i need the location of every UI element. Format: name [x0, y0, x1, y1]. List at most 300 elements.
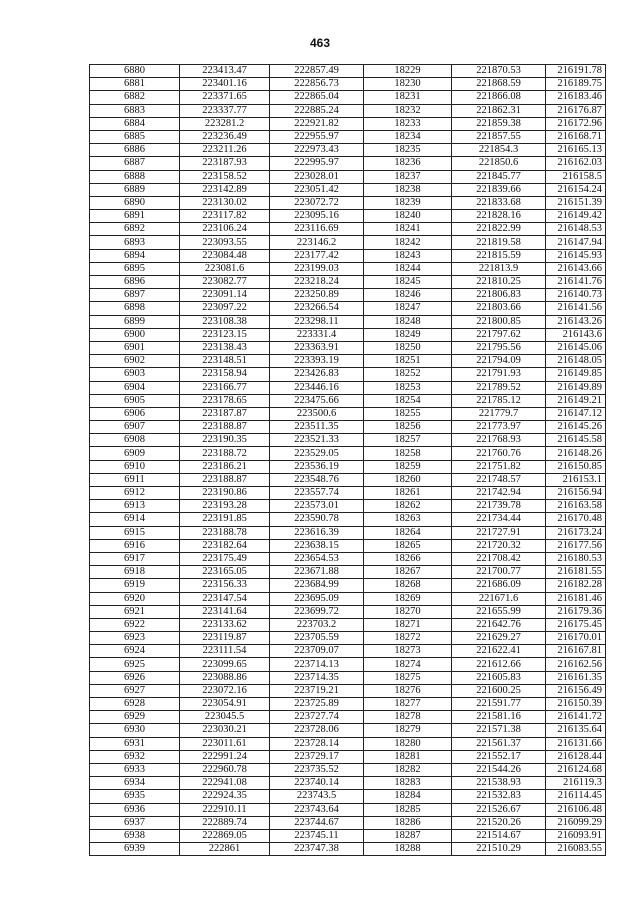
table-cell: 223199.03 — [270, 262, 364, 275]
table-cell: 6880 — [90, 65, 180, 78]
table-row — [90, 645, 606, 658]
table-cell: 18258 — [364, 447, 452, 460]
table-row — [90, 65, 606, 78]
table-cell: 223371.65 — [180, 91, 270, 104]
table-cell: 18274 — [364, 658, 452, 671]
table-cell: 216170.01 — [546, 632, 606, 645]
table-cell: 221612.66 — [452, 658, 546, 671]
table-cell: 216141.76 — [546, 276, 606, 289]
table-cell: 18275 — [364, 671, 452, 684]
table-cell: 6886 — [90, 144, 180, 157]
table-cell: 221760.76 — [452, 447, 546, 460]
table-row — [90, 434, 606, 447]
table-cell: 221785.12 — [452, 394, 546, 407]
table-cell: 223727.74 — [270, 711, 364, 724]
table-cell: 223108.38 — [180, 315, 270, 328]
table-row — [90, 447, 606, 460]
table-cell: 222889.74 — [180, 816, 270, 829]
table-row — [90, 605, 606, 618]
table-cell: 18244 — [364, 262, 452, 275]
table-cell: 222865.04 — [270, 91, 364, 104]
table-cell: 6904 — [90, 381, 180, 394]
table-cell: 18286 — [364, 816, 452, 829]
table-cell: 223695.09 — [270, 592, 364, 605]
table-cell: 223557.74 — [270, 487, 364, 500]
table-cell: 6905 — [90, 394, 180, 407]
table-row — [90, 328, 606, 341]
table-row — [90, 473, 606, 486]
table-cell: 6881 — [90, 78, 180, 91]
table-cell: 6938 — [90, 829, 180, 842]
table-cell: 223536.19 — [270, 460, 364, 473]
table-cell: 223236.49 — [180, 130, 270, 143]
table-cell: 222924.35 — [180, 790, 270, 803]
table-cell: 6915 — [90, 526, 180, 539]
table-cell: 223095.16 — [270, 210, 364, 223]
table-cell: 221591.77 — [452, 698, 546, 711]
table-row — [90, 803, 606, 816]
table-cell: 18248 — [364, 315, 452, 328]
table-cell: 216147.94 — [546, 236, 606, 249]
table-cell: 223521.33 — [270, 434, 364, 447]
table-cell: 223699.72 — [270, 605, 364, 618]
table-cell: 18263 — [364, 513, 452, 526]
table-cell: 216168.71 — [546, 130, 606, 143]
table-cell: 18239 — [364, 196, 452, 209]
table-cell: 223654.53 — [270, 552, 364, 565]
table-cell: 18273 — [364, 645, 452, 658]
table-cell: 221708.42 — [452, 552, 546, 565]
table-cell: 223728.06 — [270, 724, 364, 737]
table-cell: 6900 — [90, 328, 180, 341]
table-cell: 6931 — [90, 737, 180, 750]
table-cell: 221600.25 — [452, 684, 546, 697]
table-cell: 221828.16 — [452, 210, 546, 223]
table-cell: 223158.94 — [180, 368, 270, 381]
table-cell: 6896 — [90, 276, 180, 289]
table-row — [90, 289, 606, 302]
table-row — [90, 579, 606, 592]
table-cell: 18277 — [364, 698, 452, 711]
table-cell: 223045.5 — [180, 711, 270, 724]
table-cell: 216147.12 — [546, 407, 606, 420]
table-cell: 221514.67 — [452, 829, 546, 842]
table-cell: 223735.52 — [270, 763, 364, 776]
table-cell: 216183.46 — [546, 91, 606, 104]
table-cell: 216106.48 — [546, 803, 606, 816]
table-cell: 18271 — [364, 618, 452, 631]
table-cell: 18269 — [364, 592, 452, 605]
table-cell: 18259 — [364, 460, 452, 473]
table-cell: 216149.85 — [546, 368, 606, 381]
table-cell: 18266 — [364, 552, 452, 565]
table-cell: 221797.62 — [452, 328, 546, 341]
table-cell: 216114.45 — [546, 790, 606, 803]
table-row — [90, 684, 606, 697]
table-cell: 6890 — [90, 196, 180, 209]
table-cell: 222885.24 — [270, 104, 364, 117]
table-cell: 223166.77 — [180, 381, 270, 394]
table-cell: 223266.54 — [270, 302, 364, 315]
table-cell: 223117.82 — [180, 210, 270, 223]
table-cell: 18280 — [364, 737, 452, 750]
table-row — [90, 170, 606, 183]
table-cell: 216140.73 — [546, 289, 606, 302]
table-cell: 221748.57 — [452, 473, 546, 486]
table-cell: 221862.31 — [452, 104, 546, 117]
table-cell: 216150.39 — [546, 698, 606, 711]
table-cell: 6913 — [90, 500, 180, 513]
table-cell: 223146.2 — [270, 236, 364, 249]
table-cell: 221605.83 — [452, 671, 546, 684]
table-cell: 18254 — [364, 394, 452, 407]
table-cell: 216145.93 — [546, 249, 606, 262]
table-row — [90, 223, 606, 236]
table-cell: 221819.58 — [452, 236, 546, 249]
table-cell: 221727.91 — [452, 526, 546, 539]
table-cell: 222857.49 — [270, 65, 364, 78]
table-cell: 223099.65 — [180, 658, 270, 671]
table-cell: 223142.89 — [180, 183, 270, 196]
table-cell: 18255 — [364, 407, 452, 420]
table-cell: 222861 — [180, 843, 270, 856]
table-cell: 221532.83 — [452, 790, 546, 803]
table-cell: 221622.41 — [452, 645, 546, 658]
table-cell: 223744.67 — [270, 816, 364, 829]
table-cell: 6917 — [90, 552, 180, 565]
table-cell: 216182.28 — [546, 579, 606, 592]
table-cell: 221655.99 — [452, 605, 546, 618]
table-cell: 223158.52 — [180, 170, 270, 183]
table-cell: 223190.86 — [180, 487, 270, 500]
table-cell: 18262 — [364, 500, 452, 513]
table-cell: 18256 — [364, 421, 452, 434]
table-cell: 216156.49 — [546, 684, 606, 697]
table-cell: 216131.66 — [546, 737, 606, 750]
table-cell: 221813.9 — [452, 262, 546, 275]
table-cell: 223743.5 — [270, 790, 364, 803]
table-cell: 222921.82 — [270, 117, 364, 130]
table-cell: 223703.2 — [270, 618, 364, 631]
table-cell: 223141.64 — [180, 605, 270, 618]
table-cell: 223072.72 — [270, 196, 364, 209]
table-cell: 223298.11 — [270, 315, 364, 328]
table-cell: 223331.4 — [270, 328, 364, 341]
table-row — [90, 381, 606, 394]
table-row — [90, 632, 606, 645]
table-row — [90, 737, 606, 750]
table-row — [90, 513, 606, 526]
table-cell: 223281.2 — [180, 117, 270, 130]
table-cell: 222995.97 — [270, 157, 364, 170]
table-cell: 6892 — [90, 223, 180, 236]
table-cell: 223165.05 — [180, 566, 270, 579]
table-cell: 223138.43 — [180, 341, 270, 354]
table-cell: 223187.93 — [180, 157, 270, 170]
table-cell: 18236 — [364, 157, 452, 170]
table-cell: 216162.03 — [546, 157, 606, 170]
table-cell: 223638.15 — [270, 539, 364, 552]
table-cell: 216143.6 — [546, 328, 606, 341]
table-cell: 223363.91 — [270, 341, 364, 354]
table-row — [90, 790, 606, 803]
table-cell: 221552.17 — [452, 750, 546, 763]
table-row — [90, 144, 606, 157]
table-row — [90, 91, 606, 104]
table-cell: 216154.24 — [546, 183, 606, 196]
table-cell: 222955.97 — [270, 130, 364, 143]
table-cell: 216162.56 — [546, 658, 606, 671]
table-cell: 221866.08 — [452, 91, 546, 104]
table-cell: 216161.35 — [546, 671, 606, 684]
table-cell: 6927 — [90, 684, 180, 697]
table-cell: 222973.43 — [270, 144, 364, 157]
table-cell: 223719.21 — [270, 684, 364, 697]
table-row — [90, 315, 606, 328]
table-cell: 221526.67 — [452, 803, 546, 816]
table-cell: 221629.27 — [452, 632, 546, 645]
table-cell: 223088.86 — [180, 671, 270, 684]
table-cell: 6911 — [90, 473, 180, 486]
table-cell: 223030.21 — [180, 724, 270, 737]
table-cell: 216148.05 — [546, 355, 606, 368]
table-cell: 216191.78 — [546, 65, 606, 78]
table-cell: 6924 — [90, 645, 180, 658]
table-cell: 6939 — [90, 843, 180, 856]
coordinates-table — [89, 64, 606, 856]
table-cell: 6928 — [90, 698, 180, 711]
table-cell: 6920 — [90, 592, 180, 605]
table-cell: 221795.56 — [452, 341, 546, 354]
table-row — [90, 421, 606, 434]
table-cell: 6899 — [90, 315, 180, 328]
table-cell: 223747.38 — [270, 843, 364, 856]
table-cell: 216119.3 — [546, 777, 606, 790]
table-row — [90, 698, 606, 711]
table-cell: 223743.64 — [270, 803, 364, 816]
table-row — [90, 210, 606, 223]
table-cell: 216165.13 — [546, 144, 606, 157]
table-cell: 223446.16 — [270, 381, 364, 394]
table-cell: 18270 — [364, 605, 452, 618]
table-cell: 223051.42 — [270, 183, 364, 196]
table-cell: 223705.59 — [270, 632, 364, 645]
table-cell: 223097.22 — [180, 302, 270, 315]
table-cell: 216170.48 — [546, 513, 606, 526]
table-row — [90, 394, 606, 407]
table-cell: 6909 — [90, 447, 180, 460]
table-cell: 222991.24 — [180, 750, 270, 763]
table-cell: 18249 — [364, 328, 452, 341]
table-cell: 223177.42 — [270, 249, 364, 262]
table-cell: 6932 — [90, 750, 180, 763]
table-cell: 18257 — [364, 434, 452, 447]
table-cell: 223130.02 — [180, 196, 270, 209]
table-cell: 221794.09 — [452, 355, 546, 368]
table-cell: 223188.78 — [180, 526, 270, 539]
table-cell: 216099.29 — [546, 816, 606, 829]
table-cell: 6923 — [90, 632, 180, 645]
table-cell: 216148.53 — [546, 223, 606, 236]
table-cell: 223178.65 — [180, 394, 270, 407]
table-cell: 221768.93 — [452, 434, 546, 447]
table-row — [90, 104, 606, 117]
table-cell: 6930 — [90, 724, 180, 737]
table-row — [90, 777, 606, 790]
table-cell: 216150.85 — [546, 460, 606, 473]
table-row — [90, 552, 606, 565]
table-cell: 18243 — [364, 249, 452, 262]
table-cell: 223093.55 — [180, 236, 270, 249]
table-cell: 6921 — [90, 605, 180, 618]
table-cell: 223529.05 — [270, 447, 364, 460]
table-cell: 6919 — [90, 579, 180, 592]
table-cell: 223188.72 — [180, 447, 270, 460]
table-row — [90, 460, 606, 473]
table-cell: 223193.28 — [180, 500, 270, 513]
table-row — [90, 249, 606, 262]
table-row — [90, 78, 606, 91]
table-cell: 223393.19 — [270, 355, 364, 368]
table-cell: 216149.89 — [546, 381, 606, 394]
table-cell: 221581.16 — [452, 711, 546, 724]
table-cell: 6929 — [90, 711, 180, 724]
table-cell: 216172.96 — [546, 117, 606, 130]
table-cell: 18261 — [364, 487, 452, 500]
table-row — [90, 816, 606, 829]
page-number: 463 — [309, 36, 331, 50]
table-cell: 221642.76 — [452, 618, 546, 631]
table-cell: 216189.75 — [546, 78, 606, 91]
table-cell: 216176.87 — [546, 104, 606, 117]
table-cell: 216145.06 — [546, 341, 606, 354]
table-cell: 18251 — [364, 355, 452, 368]
table-cell: 222869.05 — [180, 829, 270, 842]
table-cell: 223548.76 — [270, 473, 364, 486]
table-cell: 18232 — [364, 104, 452, 117]
table-cell: 223111.54 — [180, 645, 270, 658]
table-cell: 18285 — [364, 803, 452, 816]
table-cell: 223011.61 — [180, 737, 270, 750]
table-cell: 6933 — [90, 763, 180, 776]
table-cell: 223084.48 — [180, 249, 270, 262]
table-cell: 6884 — [90, 117, 180, 130]
table-cell: 216153.1 — [546, 473, 606, 486]
table-cell: 216179.36 — [546, 605, 606, 618]
table-cell: 216158.5 — [546, 170, 606, 183]
table-cell: 221773.97 — [452, 421, 546, 434]
table-cell: 6912 — [90, 487, 180, 500]
table-cell: 6937 — [90, 816, 180, 829]
table-cell: 216151.39 — [546, 196, 606, 209]
table-cell: 18250 — [364, 341, 452, 354]
table-cell: 216181.55 — [546, 566, 606, 579]
table-cell: 6918 — [90, 566, 180, 579]
table-row — [90, 117, 606, 130]
table-row — [90, 724, 606, 737]
table-cell: 223218.24 — [270, 276, 364, 289]
table-cell: 223148.51 — [180, 355, 270, 368]
table-cell: 6906 — [90, 407, 180, 420]
table-row — [90, 763, 606, 776]
table-row — [90, 539, 606, 552]
table-row — [90, 843, 606, 856]
table-cell: 221561.37 — [452, 737, 546, 750]
table-cell: 221538.93 — [452, 777, 546, 790]
table-cell: 18240 — [364, 210, 452, 223]
table-cell: 6935 — [90, 790, 180, 803]
table-row — [90, 183, 606, 196]
table-row — [90, 658, 606, 671]
table-cell: 6895 — [90, 262, 180, 275]
table-cell: 223709.07 — [270, 645, 364, 658]
table-cell: 6925 — [90, 658, 180, 671]
table-cell: 223413.47 — [180, 65, 270, 78]
table-cell: 18253 — [364, 381, 452, 394]
table-cell: 6898 — [90, 302, 180, 315]
table-cell: 6922 — [90, 618, 180, 631]
table-cell: 221810.25 — [452, 276, 546, 289]
table-cell: 223091.14 — [180, 289, 270, 302]
table-row — [90, 592, 606, 605]
table-row — [90, 500, 606, 513]
table-row — [90, 236, 606, 249]
table-cell: 216083.55 — [546, 843, 606, 856]
table-cell: 222941.08 — [180, 777, 270, 790]
table-cell: 223401.16 — [180, 78, 270, 91]
table-row — [90, 341, 606, 354]
table-cell: 223590.78 — [270, 513, 364, 526]
table-cell: 223616.39 — [270, 526, 364, 539]
table-cell: 223072.16 — [180, 684, 270, 697]
table-row — [90, 618, 606, 631]
table-cell: 223175.49 — [180, 552, 270, 565]
table-cell: 216124.68 — [546, 763, 606, 776]
table-cell: 223187.87 — [180, 407, 270, 420]
table-cell: 222910.11 — [180, 803, 270, 816]
table-cell: 223728.14 — [270, 737, 364, 750]
table-cell: 222960.78 — [180, 763, 270, 776]
table-cell: 18281 — [364, 750, 452, 763]
table-cell: 223156.33 — [180, 579, 270, 592]
table-row — [90, 671, 606, 684]
table-cell: 221544.26 — [452, 763, 546, 776]
table-cell: 18287 — [364, 829, 452, 842]
table-cell: 6889 — [90, 183, 180, 196]
table-cell: 221700.77 — [452, 566, 546, 579]
table-cell: 223573.01 — [270, 500, 364, 513]
table-cell: 18265 — [364, 539, 452, 552]
table-row — [90, 750, 606, 763]
table-cell: 18230 — [364, 78, 452, 91]
table-cell: 18276 — [364, 684, 452, 697]
table-cell: 223426.83 — [270, 368, 364, 381]
table-cell: 216143.26 — [546, 315, 606, 328]
table-row — [90, 368, 606, 381]
table-cell: 18234 — [364, 130, 452, 143]
table-cell: 221870.53 — [452, 65, 546, 78]
table-cell: 18282 — [364, 763, 452, 776]
table-cell: 18288 — [364, 843, 452, 856]
table-cell: 221520.26 — [452, 816, 546, 829]
table-row — [90, 196, 606, 209]
table-cell: 18238 — [364, 183, 452, 196]
table-cell: 216128.44 — [546, 750, 606, 763]
table-cell: 221742.94 — [452, 487, 546, 500]
table-cell: 18268 — [364, 579, 452, 592]
table-cell: 223337.77 — [180, 104, 270, 117]
table-row — [90, 566, 606, 579]
